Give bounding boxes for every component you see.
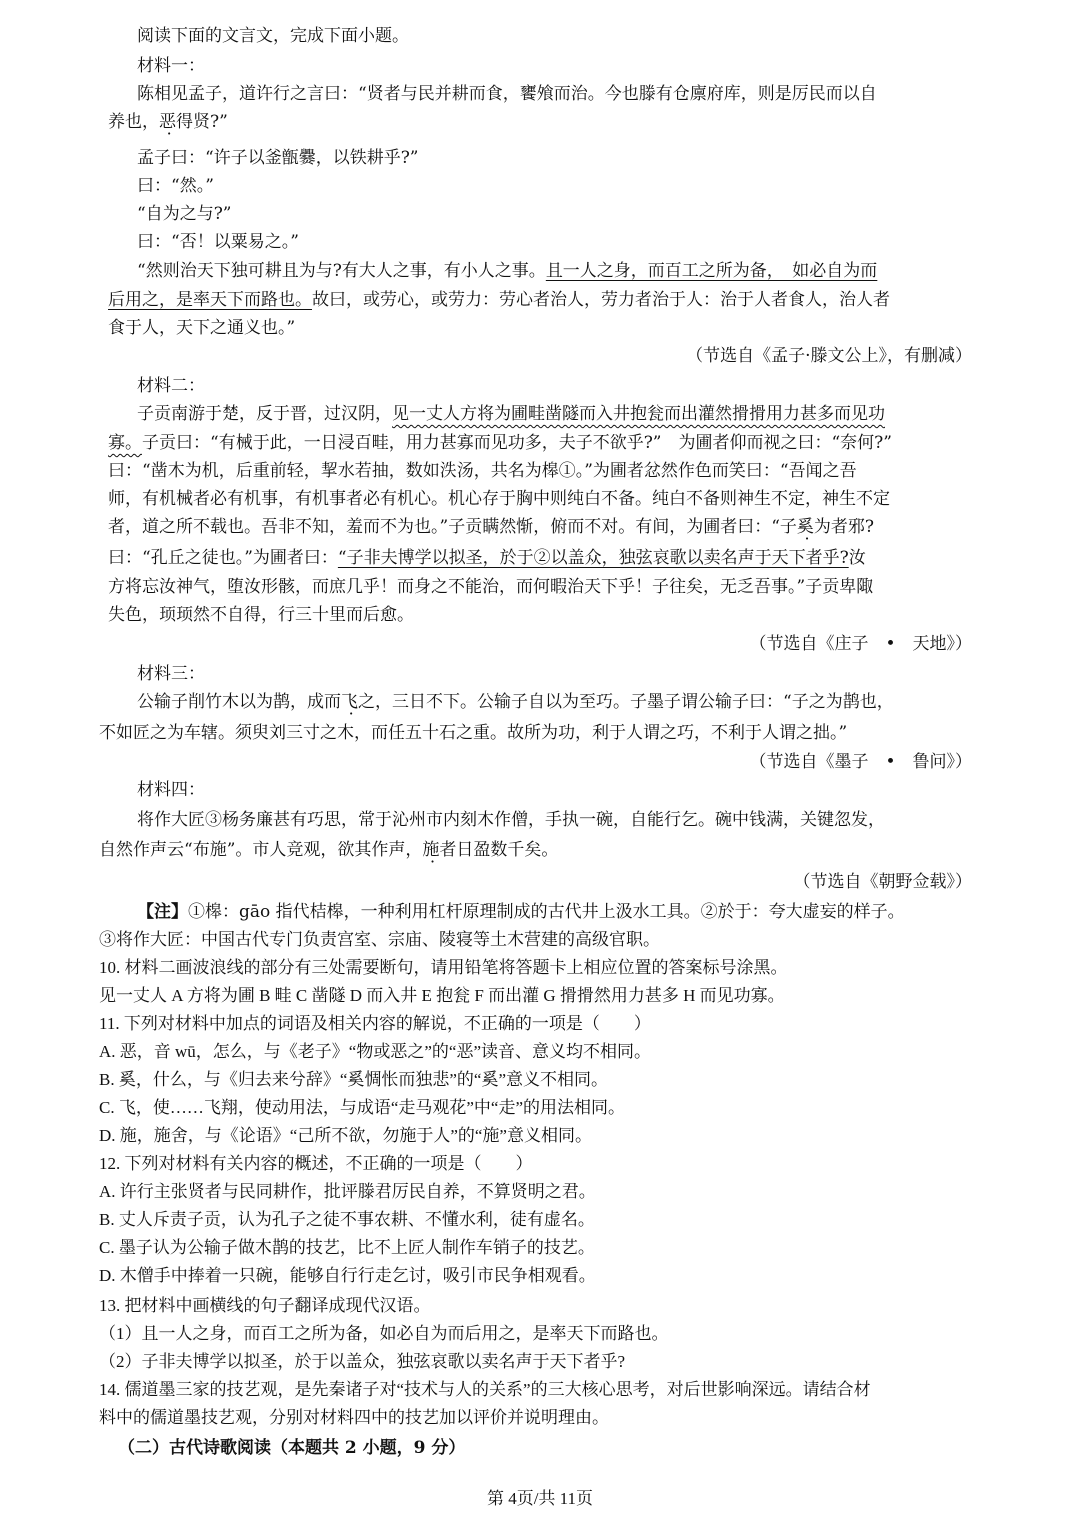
dotted-word: 飞 — [341, 692, 358, 712]
question-10-stem: 10. 材料二画波浪线的部分有三处需要断句，请用铅笔将答题卡上相应位置的答案标号涂黑。 — [99, 958, 788, 977]
question-11-option-d: D. 施，施舍，与《论语》“己所不欲，勿施于人”的“施”意义相同。 — [99, 1126, 592, 1145]
material-2-line: 方将忘汝神气，堕汝形骸，而庶几乎！而身之不能治，而何暇治天下乎！子往矣，无乏吾事。”子贡卑陬 — [108, 577, 874, 597]
text-run: “然则治天下独可耕且为与?有大人之事，有小人之事。 — [137, 261, 546, 281]
text-run: 者日盈数千矣。 — [439, 840, 559, 860]
material-3-label: 材料三： — [137, 664, 205, 684]
question-14-line: 14. 儒道墨三家的技艺观，是先秦诸子对“技术与人的关系”的三大核心思考，对后世影响深远。请结合材 — [99, 1380, 871, 1399]
wavy-underlined-text: 寡。 — [108, 433, 142, 453]
material-2-label: 材料二： — [137, 376, 205, 396]
question-11-stem: 11. 下列对材料中加点的词语及相关内容的解说，不正确的一项是（ ） — [99, 1014, 651, 1033]
text-run: 曰：“孔丘之徒也。”为圃者曰： — [108, 548, 338, 568]
note-tag: 【注】 — [137, 902, 188, 922]
text-run: 汝 — [848, 548, 866, 568]
material-1-line: 曰：“否！以粟易之。” — [137, 232, 299, 252]
material-1-line: 陈相见孟子，道许行之言曰：“贤者与民并耕而食，饔飧而治。今也滕有仓廪府库，则是厉民而以自 — [137, 84, 877, 104]
dotted-word: 恶 — [159, 112, 176, 132]
material-1-line: “自为之与?” — [137, 204, 232, 224]
underlined-sentence: 且一人之身，而百工之所为备， 如必自为而 — [545, 261, 878, 281]
question-12-option-a: A. 许行主张贤者与民同耕作，批评滕君厉民自养，不算贤明之君。 — [99, 1182, 596, 1201]
material-1-source: （节选自《孟子·滕文公上》，有删减） — [686, 346, 972, 366]
material-1-line: 孟子曰：“许子以釜甑爨，以铁耕乎?” — [137, 148, 419, 168]
intro-text: 阅读下面的文言文，完成下面小题。 — [137, 26, 409, 46]
material-4-label: 材料四： — [137, 780, 205, 800]
material-3-line: 不如匠之为车辖。须臾刘三寸之木，而任五十石之重。故所为功，利于人谓之巧，不利于人谓之拙。” — [99, 723, 848, 743]
material-4-line — [99, 836, 558, 864]
text-run: 自然作声云“布施”。市人竞观，欲其作声， — [99, 840, 423, 860]
text-run: 者，道之所不载也。吾非不知，羞而不为也。”子贡瞒然惭，俯而不对。有间，为圃者曰：“子 — [108, 517, 797, 537]
note-line: ③将作大匠：中国古代专门负责宫室、宗庙、陵寝等土木营建的高级官职。 — [99, 930, 660, 950]
material-2-line — [108, 544, 866, 572]
dotted-word: 奚 — [796, 517, 814, 537]
material-2-line: 失色，顼顼然不自得，行三十里而后愈。 — [108, 605, 414, 625]
material-3-line — [137, 688, 894, 716]
material-1-line: 曰：“然。” — [137, 176, 214, 196]
material-3-source: （节选自《墨子 • 鲁问》） — [749, 752, 972, 772]
material-2-line — [108, 429, 892, 457]
wavy-underlined-text: 见一丈人方将为圃畦凿隧而入井抱瓮而出灌然搰搰用力甚多而见功 — [392, 404, 885, 424]
material-2-line — [137, 400, 885, 428]
question-12-stem: 12. 下列对材料有关内容的概述，不正确的一项是（ ） — [99, 1154, 533, 1173]
dotted-word: 施 — [422, 840, 440, 860]
underlined-sentence: “子非夫博学以拟圣，於于②以盖众，独弦哀歌以卖名声于天下者乎? — [337, 548, 849, 568]
question-13-sentence-1: （1）且一人之身，而百工之所为备，如必自为而后用之，是率天下而路也。 — [99, 1324, 669, 1343]
text-run: 公输子削竹木以为鹊，成而 — [137, 692, 341, 712]
material-1-line — [137, 257, 877, 285]
material-2-line — [108, 513, 874, 541]
text-run: 故曰，或劳心，或劳力：劳心者治人，劳力者治于人：治于人者食人，治人者 — [312, 290, 890, 310]
material-2-source: （节选自《庄子 • 天地》） — [749, 634, 972, 654]
question-13-stem: 13. 把材料中画横线的句子翻译成现代汉语。 — [99, 1296, 431, 1315]
material-2-line: 师，有机械者必有机事，有机事者必有机心。机心存于胸中则纯白不备。纯白不备则神生不定，神生不定 — [108, 489, 890, 509]
question-14-line: 料中的儒道墨技艺观，分别对材料四中的技艺加以评价并说明理由。 — [99, 1408, 609, 1427]
question-10-text: 见一丈人 A 方将为圃 B 畦 C 凿隧 D 而入井 E 抱瓮 F 而出灌 G 搰搰然用力甚多 H 而见功寡。 — [99, 986, 785, 1005]
material-1-line: 食于人，天下之通义也。” — [108, 318, 296, 338]
text-run: 养也， — [108, 112, 159, 132]
question-11-option-b: B. 奚，什么，与《归去来兮辞》“奚惆怅而独悲”的“奚”意义不相同。 — [99, 1070, 609, 1089]
question-12-option-c: C. 墨子认为公输子做木鹊的技艺，比不上匠人制作车销子的技艺。 — [99, 1238, 595, 1257]
material-1-label: 材料一： — [137, 56, 205, 76]
section-2-heading: （二）古代诗歌阅读（本题共 2 小题，9 分） — [118, 1438, 466, 1458]
text-run: 得贤?” — [176, 112, 228, 132]
material-4-line: 将作大匠③杨务廉甚有巧思，常于沁州市内刻木作僧，手执一碗，自能行乞。碗中钱满，关键忽发， — [137, 810, 885, 830]
material-1-line — [108, 108, 228, 136]
material-1-line — [108, 286, 890, 314]
text-run: ①槔：gāo 指代桔槔，一种利用杠杆原理制成的古代井上汲水工具。②於于：夸大虚妄的样子。 — [188, 902, 905, 922]
note-line — [137, 898, 905, 926]
question-12-option-b: B. 丈人斥责子贡，认为孔子之徒不事农耕、不懂水利，徒有虚名。 — [99, 1210, 595, 1229]
question-11-option-c: C. 飞，使……飞翔，使动用法，与成语“走马观花”中“走”的用法相同。 — [99, 1098, 626, 1117]
question-11-option-a: A. 恶，音 wū，怎么，与《老子》“物或恶之”的“恶”读音、意义均不相同。 — [99, 1042, 651, 1061]
question-12-option-d: D. 木僧手中捧着一只碗，能够自行行走乞讨，吸引市民争相观看。 — [99, 1266, 596, 1285]
question-13-sentence-2: （2）子非夫博学以拟圣，於于以盖众，独弦哀歌以卖名声于天下者乎? — [99, 1352, 626, 1371]
material-4-source: （节选自《朝野佥载》） — [793, 872, 972, 892]
underlined-sentence: 后用之，是率天下而路也。 — [108, 290, 312, 310]
material-2-line: 曰：“凿木为机，后重前轻，挈水若抽，数如泆汤，共名为槔①。”为圃者忿然作色而笑曰：“吾闻之吾 — [108, 461, 857, 481]
text-run: 之，三日不下。公输子自以为至巧。子墨子谓公输子曰：“子之为鹊也， — [358, 692, 894, 712]
text-run: 子贡南游于楚，反于晋，过汉阴， — [137, 404, 392, 424]
text-run: 为者邪? — [813, 517, 875, 537]
text-run: 子贡曰：“有械于此，一日浸百畦，用力甚寡而见功多，夫子不欲乎?” 为圃者仰而视之曰：“奈何?” — [142, 433, 892, 453]
page-number: 第 4页/共 11页 — [486, 1489, 594, 1508]
